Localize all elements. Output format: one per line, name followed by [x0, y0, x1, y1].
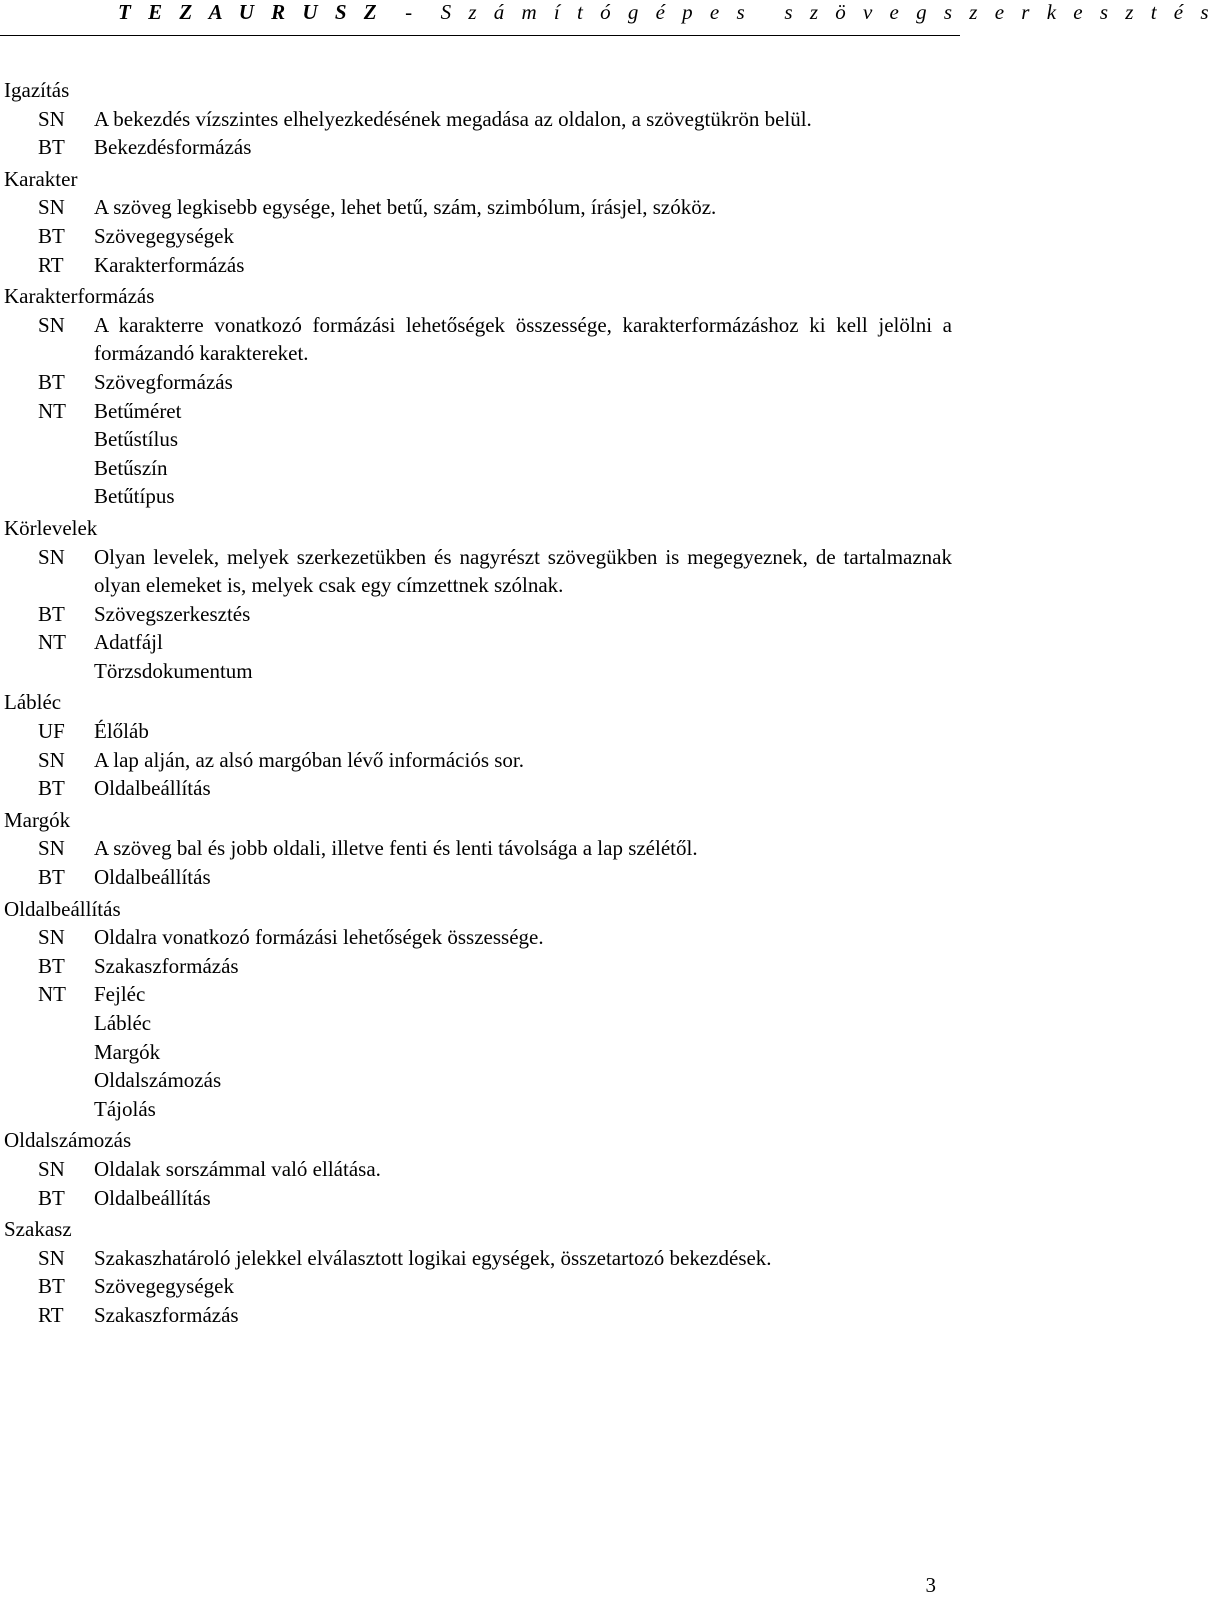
relation-row — [4, 222, 954, 251]
relation-code: RT — [38, 252, 64, 277]
related-term: Szakaszformázás — [94, 953, 239, 978]
relation-row — [4, 774, 954, 803]
relation-row — [4, 311, 954, 368]
relation-code: UF — [38, 719, 65, 744]
relation-code: SN — [38, 544, 65, 569]
related-term: Szövegformázás — [94, 369, 233, 394]
relation-values — [94, 251, 954, 280]
relation-row — [4, 863, 954, 892]
scope-note: A szöveg legkisebb egysége, lehet betű, szám, szimbólum, írásjel, szóköz. — [94, 195, 717, 220]
relation-code: SN — [38, 195, 65, 220]
scope-note: A bekezdés vízszintes elhelyezkedésének megadása az oldalon, a szövegtükrön belül. — [94, 106, 812, 131]
thesaurus-term: Igazítás — [4, 78, 70, 102]
relation-row — [4, 543, 954, 600]
relation-code: SN — [38, 1245, 65, 1270]
header-title-subtitle: - S z á m í t ó g é p e s s z ö v e g s z e r k e s z t é s — [382, 0, 1215, 24]
relation-row — [4, 1244, 954, 1273]
relation-row — [4, 834, 954, 863]
relation-values — [94, 923, 954, 952]
relation-code: SN — [38, 1156, 65, 1181]
relation-code: NT — [38, 398, 66, 423]
relation-code: SN — [38, 925, 65, 950]
page-header — [0, 0, 1215, 36]
relation-values — [94, 746, 954, 775]
relation-code: BT — [38, 223, 65, 248]
related-term: Karakterformázás — [94, 252, 245, 277]
thesaurus-term: Oldalszámozás — [4, 1128, 132, 1153]
relation-row — [4, 746, 954, 775]
related-term: Oldalbeállítás — [94, 776, 211, 801]
related-term: Oldalszámozás — [94, 1068, 222, 1093]
related-term: Betűtípus — [94, 484, 175, 509]
relation-values — [94, 222, 954, 251]
relation-values — [94, 600, 954, 629]
scope-note: Oldalak sorszámmal való ellátása. — [94, 1156, 381, 1181]
related-term: Margók — [94, 1039, 161, 1064]
related-term: Betűméret — [94, 398, 182, 423]
relation-row — [4, 1301, 954, 1330]
relation-values — [94, 311, 954, 368]
scope-note: Oldalra vonatkozó formázási lehetőségek összessége. — [94, 925, 544, 950]
relation-code: RT — [38, 1302, 64, 1327]
thesaurus-term: Karakterformázás — [4, 284, 155, 309]
relation-code: BT — [38, 865, 65, 890]
related-term: Betűstílus — [94, 427, 179, 452]
relation-values — [94, 1301, 954, 1330]
scope-note: A szöveg bal és jobb oldali, illetve fenti és lenti távolsága a lap szélétől. — [94, 836, 698, 861]
relation-row — [4, 952, 954, 981]
relation-row — [4, 1272, 954, 1301]
relation-code: BT — [38, 776, 65, 801]
relation-code: BT — [38, 369, 65, 394]
relation-code: BT — [38, 601, 65, 626]
thesaurus-term: Karakter — [4, 166, 78, 191]
relation-values — [94, 717, 954, 746]
relation-values — [94, 952, 954, 981]
relation-values — [94, 834, 954, 863]
related-term: Szövegegységek — [94, 223, 234, 248]
related-term: Szövegegységek — [94, 1274, 234, 1299]
relation-values — [94, 774, 954, 803]
relation-row — [4, 1184, 954, 1213]
related-term: Adatfájl — [94, 630, 163, 655]
scope-note: A lap alján, az alsó margóban lévő információs sor. — [94, 747, 524, 772]
related-term: Lábléc — [94, 1011, 152, 1035]
relation-row — [4, 980, 954, 1123]
relation-code: BT — [38, 953, 65, 978]
page-number: 3 — [925, 1573, 936, 1597]
relation-code: SN — [38, 312, 65, 337]
relation-values — [94, 105, 954, 134]
relation-values — [94, 133, 954, 162]
relation-row — [4, 193, 954, 222]
relation-values — [94, 397, 954, 511]
relation-row — [4, 717, 954, 746]
relation-values — [94, 543, 954, 600]
relation-row — [4, 628, 954, 685]
related-term: Oldalbeállítás — [94, 865, 211, 890]
related-term: Tájolás — [94, 1096, 156, 1121]
related-term: Szakaszformázás — [94, 1302, 239, 1327]
relation-row — [4, 251, 954, 280]
scope-note: A karakterre vonatkozó formázási lehetőségek összessége, karakterformázáshoz ki kell jelölni a formázandó karaktereket. — [94, 312, 952, 366]
thesaurus-term: Szakasz — [4, 1217, 72, 1242]
thesaurus-term: Lábléc — [4, 690, 62, 715]
related-term: Élőláb — [94, 719, 149, 744]
related-term: Oldalbeállítás — [94, 1185, 211, 1210]
relation-values — [94, 1272, 954, 1301]
scope-note: Szakaszhatároló jelekkel elválasztott logikai egységek, összetartozó bekezdések. — [94, 1245, 772, 1270]
thesaurus-term: Oldalbeállítás — [4, 896, 121, 921]
relation-code: BT — [38, 135, 65, 160]
relation-row — [4, 1155, 954, 1184]
relation-values — [94, 863, 954, 892]
relation-values — [94, 1244, 954, 1273]
relation-values — [94, 193, 954, 222]
relation-code: BT — [38, 1274, 65, 1299]
relation-values — [94, 1184, 954, 1213]
relation-values — [94, 628, 954, 685]
related-term: Törzsdokumentum — [94, 658, 253, 683]
scope-note: Olyan levelek, melyek szerkezetükben és nagyrészt szövegükben is megegyeznek, de tartalmaznak olyan elemeket is, melyek csak egy címzettnek szólnak. — [94, 544, 952, 598]
relation-row — [4, 133, 954, 162]
relation-code: SN — [38, 106, 65, 131]
relation-code: SN — [38, 747, 65, 772]
relation-values — [94, 368, 954, 397]
relation-code: BT — [38, 1185, 65, 1210]
header-title — [118, 0, 1215, 25]
relation-code: SN — [38, 836, 65, 861]
related-term: Betűszín — [94, 455, 168, 480]
related-term: Bekezdésformázás — [94, 135, 252, 160]
relation-row — [4, 923, 954, 952]
thesaurus-term: Körlevelek — [4, 515, 98, 540]
related-term: Fejléc — [94, 982, 146, 1007]
thesaurus-term: Margók — [4, 807, 71, 832]
relation-values — [94, 1155, 954, 1184]
relation-values — [94, 980, 954, 1123]
relation-row — [4, 600, 954, 629]
thesaurus-entries — [4, 76, 954, 1330]
relation-code: NT — [38, 982, 66, 1007]
relation-row — [4, 105, 954, 134]
related-term: Szövegszerkesztés — [94, 601, 251, 626]
relation-code: NT — [38, 630, 66, 655]
header-title-main: T E Z A U R U S Z — [118, 0, 383, 24]
relation-row — [4, 397, 954, 511]
relation-row — [4, 368, 954, 397]
